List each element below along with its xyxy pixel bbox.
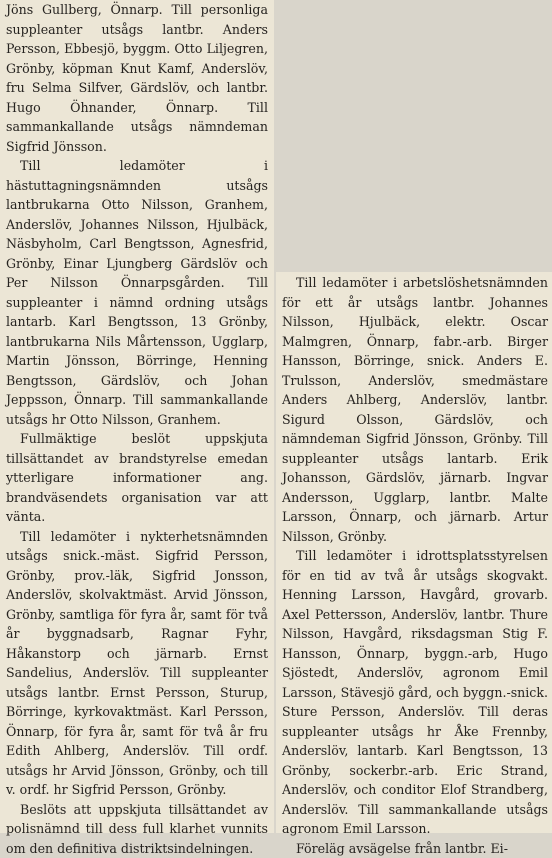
- paragraph-suppleanter: Jöns Gullberg, Önnarp. Till personliga suppleanter utsågs lantbr. Anders Persson, Ebbesjö, byggm. Otto Liljegren, Grönby, köpman Knut Kamf, Anderslöv, fru Selma Silfver, Gärdslöv, och lantbr. Hugo Öhnander, Önnarp. Till sammankallande utsågs nämndeman Sigfrid Jönsson.: [6, 0, 268, 156]
- news-clipping-left: [0, 0, 274, 833]
- news-clipping-right: [276, 272, 552, 833]
- paragraph-nykterhetsnamnden: Till ledamöter i nykterhetsnämnden utsågs snick.-mäst. Sigfrid Persson, Grönby, prov.-läk, Sigfrid Jonsson, Anderslöv, skolvaktmäst. Arvid Jönsson, Grönby, samtliga för fyra år, samt för två år byggnadsarb, Ragnar Fyhr, Håkanstorp och järnarb. Ernst Sandelius, Anderslöv. Till suppleanter utsågs lantbr. Ernst Persson, Sturup, Börringe, kyrkovaktmäst. Karl Persson, Önnarp, för fyra år, samt för två år fru Edith Ahlberg, Anderslöv. Till ordf. utsågs hr Arvid Jönsson, Grönby, och till v. ordf. hr Sigfrid Persson, Grönby.: [6, 527, 268, 800]
- paragraph-arbetsloshetsnamnden: Till ledamöter i arbetslöshetsnämnden för ett år utsågs lantbr. Johannes Nilsson, Hjulbäck, elektr. Oscar Malmgren, Önnarp, fabr.-arb. Birger Hansson, Börringe, snick. Anders E. Trulsson, Anderslöv, smedmästare Anders Ahlberg, Anderslöv, lantbr. Sigurd Olsson, Gärdslöv, och nämndeman Sigfrid Jönsson, Grönby. Till suppleanter utsågs lantarb. Erik Johansson, Gärdslöv, järnarb. Ingvar Andersson, Ugglarp, lantbr. Malte Larsson, Önnarp, och järnarb. Artur Nilsson, Grönby.: [282, 273, 548, 546]
- paragraph-avsagelse: Föreläg avsägelse från lantbr. Ei-: [282, 839, 548, 858]
- paragraph-brandstyrelse: Fullmäktige beslöt uppskjuta tillsättandet av brandstyrelse emedan ytterligare informationer ang. brandväsendets organisation var att vänta.: [6, 429, 268, 527]
- paragraph-polisnamnd: Beslöts att uppskjuta tillsättandet av polisnämnd till dess full klarhet vunnits om den definitiva distriktsindelningen.: [6, 800, 268, 858]
- paragraph-hastuttagningsnamnden: Till ledamöter i hästuttagningsnämnden utsågs lantbrukarna Otto Nilsson, Granhem, Anderslöv, Johannes Nilsson, Hjulbäck, Näsbyholm, Carl Bengtsson, Agnesfrid, Grönby, Einar Ljungberg Gärdslöv och Per Nilsson Önnarpsgården. Till suppleanter i nämnd ordning utsågs lantarb. Karl Bengtsson, 13 Grönby, lantbrukarna Nils Mårtensson, Ugglarp, Martin Jönsson, Börringe, Henning Bengtsson, Gärdslöv, och Johan Jeppsson, Önnarp. Till sammankallande utsågs hr Otto Nilsson, Granhem.: [6, 156, 268, 429]
- article-text-right: [282, 273, 548, 858]
- article-text-left: [6, 0, 268, 858]
- paragraph-idrottsplatsstyrelsen: Till ledamöter i idrottsplatsstyrelsen för en tid av två år utsågs skogvakt. Henning Larsson, Havgård, grovarb. Axel Pettersson, Anderslöv, lantbr. Thure Nilsson, Havgård, riksdagsman Stig F. Hansson, Önnarp, byggn.-arb, Hugo Sjöstedt, Anderslöv, agronom Emil Larsson, Stävesjö gård, och byggn.-snick. Sture Persson, Anderslöv. Till deras suppleanter utsågs hr Åke Frennby, Anderslöv, lantarb. Karl Bengtsson, 13 Grönby, sockerbr.-arb. Eric Strand, Anderslöv, och conditor Elof Strandberg, Anderslöv. Till sammankallande utsågs agronom Emil Larsson.: [282, 546, 548, 839]
